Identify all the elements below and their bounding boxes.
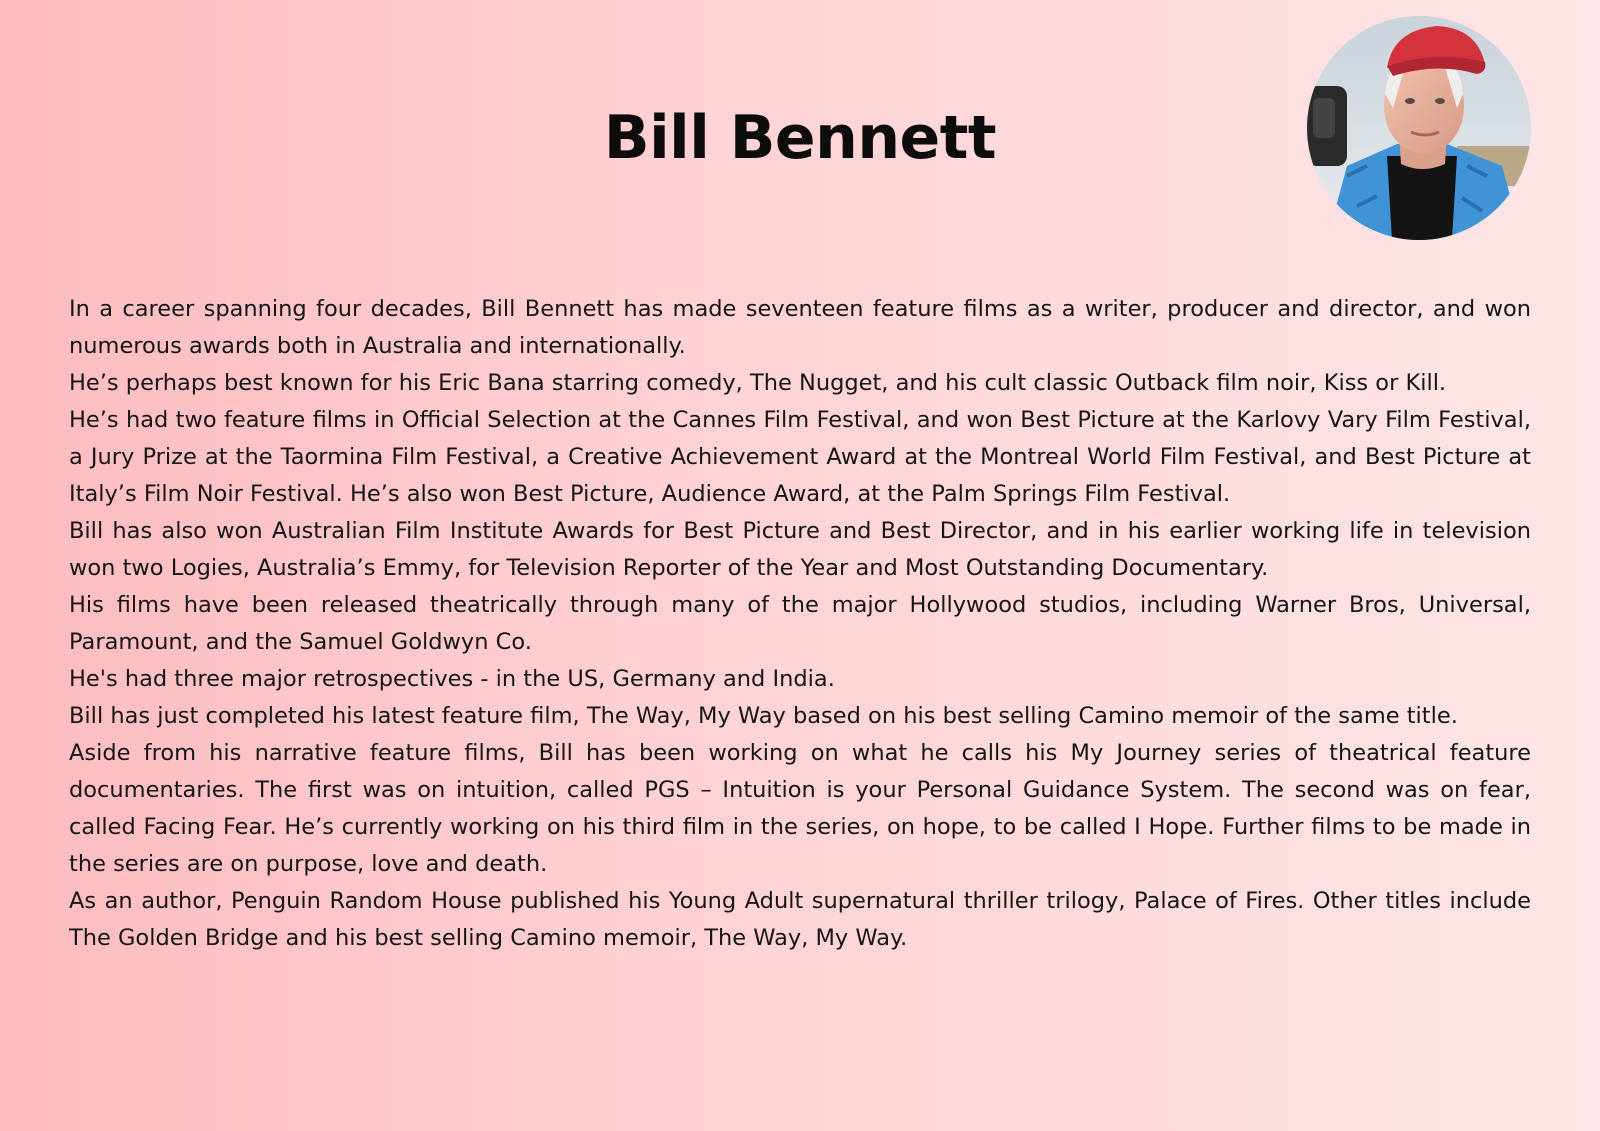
bio-paragraph: He’s had two feature films in Official Selection at the Cannes Film Festival, and won Best Picture at the Karlovy Vary Film Festival, a Jury Prize at the Taormina Film Festival, a Creative Achievement Award at the Montreal World Film Festival, and Best Picture at Italy’s Film Noir Festival. He’s also won Best Picture, Audience Award, at the Palm Springs Film Festival. bbox=[69, 407, 1531, 507]
bio-paragraph: Bill has just completed his latest feature film, The Way, My Way based on his best selling Camino memoir of the same title. bbox=[69, 703, 1458, 729]
bio-paragraph: As an author, Penguin Random House published his Young Adult supernatural thriller trilogy, Palace of Fires. Other titles include The Golden Bridge and his best selling Camino memoir, The Way, My Way. bbox=[69, 888, 1531, 951]
bio-paragraph: In a career spanning four decades, Bill Bennett has made seventeen feature films as a writer, producer and director, and won numerous awards both in Australia and internationally. bbox=[69, 296, 1531, 359]
portrait-photo bbox=[1307, 16, 1531, 240]
bio-paragraph: Aside from his narrative feature films, Bill has been working on what he calls his My Journey series of theatrical feature documentaries. The first was on intuition, called PGS – Intuition is your Personal Guidance System. The second was on fear, called Facing Fear. He’s currently working on his third film in the series, on hope, to be called I Hope. Further films to be made in the series are on purpose, love and death. bbox=[69, 740, 1531, 877]
avatar bbox=[1307, 16, 1531, 240]
bio-paragraph: He’s perhaps best known for his Eric Bana starring comedy, The Nugget, and his cult classic Outback film noir, Kiss or Kill. bbox=[69, 370, 1447, 396]
bio-paragraph: He's had three major retrospectives - in the US, Germany and India. bbox=[69, 666, 835, 692]
bio-section bbox=[69, 291, 1531, 957]
bio-paragraph: Bill has also won Australian Film Institute Awards for Best Picture and Best Director, and in his earlier working life in television won two Logies, Australia’s Emmy, for Television Reporter of the Year and Most Outstanding Documentary. bbox=[69, 518, 1531, 581]
page-title: Bill Bennett bbox=[603, 103, 997, 173]
bio-paragraph: His films have been released theatrically through many of the major Hollywood studios, including Warner Bros, Universal, Paramount, and the Samuel Goldwyn Co. bbox=[69, 592, 1531, 655]
